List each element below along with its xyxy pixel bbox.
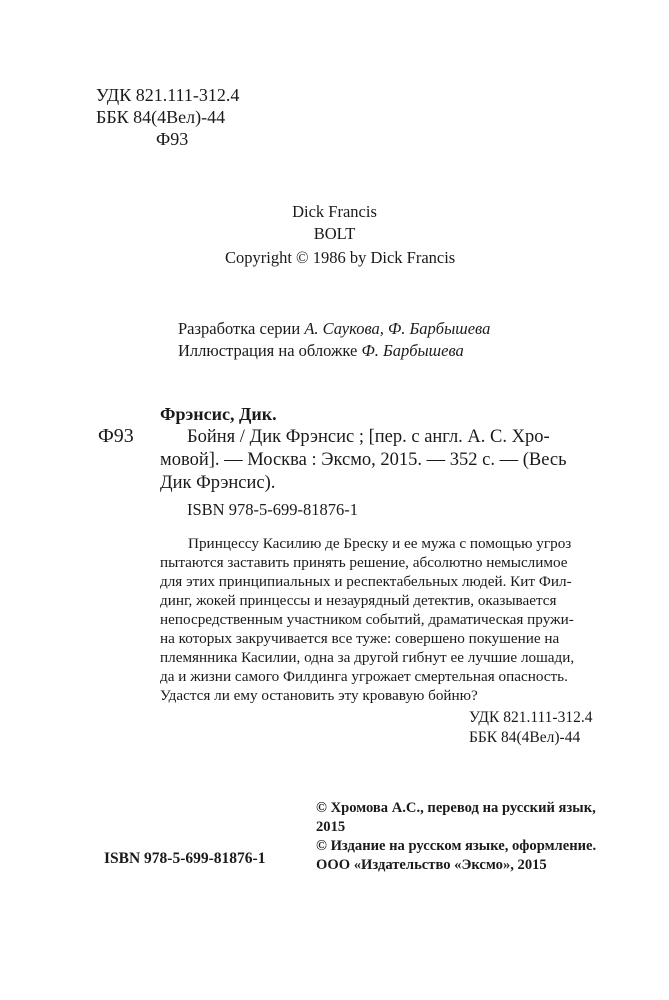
abstract-line: племянника Касилии, одна за другой гибнут ее лучшие лошади, <box>160 649 575 666</box>
copyright-symbol: © <box>316 800 327 816</box>
bibliographic-mark: Ф93 <box>98 425 134 447</box>
abstract-line: да и жизни самого Филдинга угрожает смертельная опасность. <box>160 668 568 685</box>
abstract-line: пытаются заставить принять решение, абсолютно немыслимое <box>160 554 568 571</box>
edition-copyright <box>316 837 616 856</box>
bbk-code-bottom: ББК 84(4Вел)-44 <box>469 728 581 746</box>
author-mark: Ф93 <box>156 129 189 149</box>
abstract-line: непосредственным участником событий, драматическая пружи- <box>160 611 574 628</box>
original-title: BOLT <box>313 224 356 243</box>
translation-copyright-text: Хромова А.С., перевод на русский язык, <box>330 800 596 816</box>
original-copyright: Copyright © 1986 by Dick Francis <box>225 248 456 267</box>
author-heading: Фрэнсис, Дик. <box>160 404 277 424</box>
abstract-line: Удастся ли ему остановить эту кровавую бойню? <box>160 687 478 704</box>
abstract-line: динг, жокей принцессы и незаурядный детектив, оказывается <box>160 592 557 609</box>
udk-code-bottom: УДК 821.111-312.4 <box>469 709 593 726</box>
abstract-line: на которых закручивается все туже: совершено покушение на <box>160 630 560 647</box>
series-credit-label: Разработка серии <box>178 319 305 338</box>
series-credit-names: А. Саукова, Ф. Барбышева <box>304 319 491 338</box>
bibliographic-entry <box>160 403 605 495</box>
original-author: Dick Francis <box>292 202 377 221</box>
translation-copyright <box>316 799 616 818</box>
cover-credit <box>178 340 490 362</box>
cover-credit-label: Иллюстрация на обложке <box>178 341 362 360</box>
edition-copyright-publisher: ООО «Издательство «Эксмо», 2015 <box>316 857 547 873</box>
abstract <box>160 534 605 705</box>
udk-code: УДК 821.111-312.4 <box>96 85 240 105</box>
catalog-codes-bottom <box>469 708 592 747</box>
catalog-codes <box>96 84 239 150</box>
isbn-line: ISBN 978-5-699-81876-1 <box>187 500 358 519</box>
bbk-code: ББК 84(4Вел)-44 <box>96 107 226 127</box>
abstract-line: Принцессу Касилию де Бреску и ее мужа с помощью угроз <box>188 535 572 552</box>
series-credit <box>178 318 490 340</box>
biblio-line-2: мовой]. — Москва : Эксмо, 2015. — 352 с. — (Весь <box>160 450 567 470</box>
edition-copyright-text: Издание на русском языке, оформление. <box>330 838 597 854</box>
biblio-line-3: Дик Фрэнсис). <box>160 473 276 493</box>
original-edition <box>0 201 669 245</box>
copyright-symbol: © <box>316 838 327 854</box>
cover-credit-name: Ф. Барбышева <box>361 341 464 360</box>
isbn-bottom: ISBN 978-5-699-81876-1 <box>104 850 266 867</box>
abstract-line: для этих принципиальных и респектабельных людей. Кит Фил- <box>160 573 572 590</box>
translation-copyright-year: 2015 <box>316 819 346 835</box>
credits <box>178 318 490 362</box>
copyright-notices <box>316 799 616 875</box>
biblio-line-1: Бойня / Дик Фрэнсис ; [пер. с англ. А. С. Хро- <box>187 427 550 447</box>
